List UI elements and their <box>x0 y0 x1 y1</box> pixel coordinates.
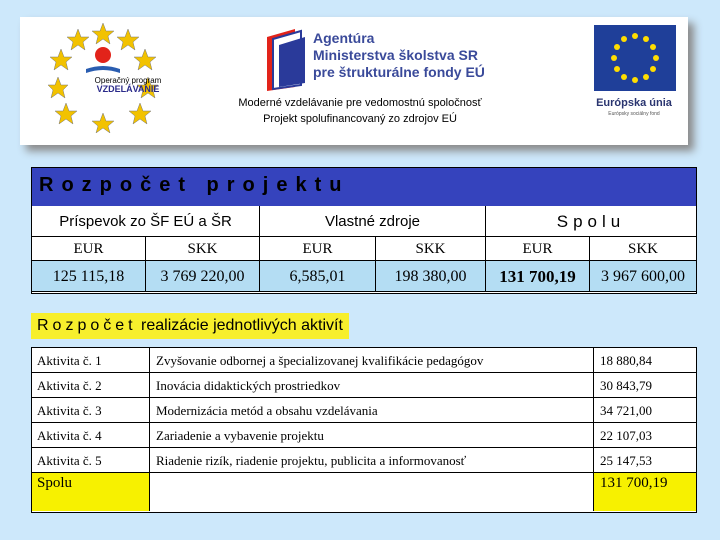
value-cell: 125 115,18 <box>32 261 146 292</box>
ministry-logo-text <box>313 30 485 81</box>
currency-cell: SKK <box>146 237 260 261</box>
total-row <box>32 473 696 511</box>
activity-name: Aktivita č. 2 <box>32 373 150 398</box>
total-label: Spolu <box>32 473 150 511</box>
activities-table <box>31 347 697 513</box>
currency-cell: EUR <box>260 237 376 261</box>
activity-amount: 30 843,79 <box>600 378 652 393</box>
total-amount: 131 700,19 <box>594 473 696 511</box>
currency-cell: SKK <box>376 237 486 261</box>
activity-name: Aktivita č. 1 <box>32 348 150 373</box>
total-eur-cell: 131 700,19 <box>486 261 590 292</box>
activities-title-prefix: Rozpočet <box>37 317 137 334</box>
op-vzdelavanie-logo <box>48 21 162 133</box>
activity-amount: 25 147,53 <box>600 453 652 468</box>
activity-name: Aktivita č. 4 <box>32 423 150 448</box>
activity-description: Modernizácia metód a obsahu vzdelávania <box>150 398 594 423</box>
currency-cell: SKK <box>590 237 696 261</box>
ministry-line1: Agentúra <box>313 30 375 46</box>
eu-logo <box>586 21 682 121</box>
budget-title-bar <box>32 168 696 206</box>
activity-amount: 22 107,03 <box>600 428 652 443</box>
table-row <box>32 348 696 373</box>
activity-description: Inovácia didaktických prostriedkov <box>150 373 594 398</box>
activity-amount: 34 721,00 <box>600 403 652 418</box>
value-cell: 198 380,00 <box>376 261 486 292</box>
header-own-resources: Vlastné zdroje <box>260 206 486 237</box>
caption-line1: Moderné vzdelávanie pre vedomostnú spoločnosť <box>238 97 482 109</box>
activities-title-suffix: realizácie jednotlivých aktivít <box>141 317 343 334</box>
activity-name: Aktivita č. 3 <box>32 398 150 423</box>
op-logo-line2: VZDELÁVANIE <box>96 84 160 94</box>
ministry-line2: Ministerstva školstva SR <box>313 47 478 63</box>
op-logo-text <box>93 76 163 94</box>
table-row <box>32 448 696 473</box>
activity-description: Zvyšovanie odbornej a špecializovanej kvalifikácie pedagógov <box>150 348 594 373</box>
value-cell: 6,585,01 <box>260 261 376 292</box>
total-skk-cell: 3 967 600,00 <box>590 261 696 292</box>
table-row <box>32 398 696 423</box>
activities-title <box>31 313 349 339</box>
activity-name: Aktivita č. 5 <box>32 448 150 473</box>
op-logo-line1: Operačný program <box>94 76 162 85</box>
project-budget-table <box>31 167 697 294</box>
value-cell: 3 769 220,00 <box>146 261 260 292</box>
activity-amount: 18 880,84 <box>600 353 652 368</box>
table-row <box>32 423 696 448</box>
header-total: Spolu <box>486 206 696 237</box>
budget-title: Rozpočet projektu <box>39 174 350 196</box>
header-contribution: Príspevok zo ŠF EÚ a ŠR <box>32 206 260 237</box>
table-row <box>32 373 696 398</box>
header-banner <box>20 17 688 145</box>
eu-label: Európska únia <box>596 97 672 109</box>
caption-line2: Projekt spolufinancovaný zo zdrojov EÚ <box>263 113 457 125</box>
banner-caption <box>200 95 520 127</box>
activity-description: Riadenie rizík, riadenie projektu, publicita a informovanosť <box>150 448 594 473</box>
ministry-line3: pre štrukturálne fondy EÚ <box>313 64 485 80</box>
activity-description: Zariadenie a vybavenie projektu <box>150 423 594 448</box>
eu-flag-icon <box>594 25 676 91</box>
currency-cell: EUR <box>486 237 590 261</box>
eu-sub-label: Európsky sociálny fond <box>608 111 660 117</box>
total-empty-cell <box>150 473 594 511</box>
currency-cell: EUR <box>32 237 146 261</box>
